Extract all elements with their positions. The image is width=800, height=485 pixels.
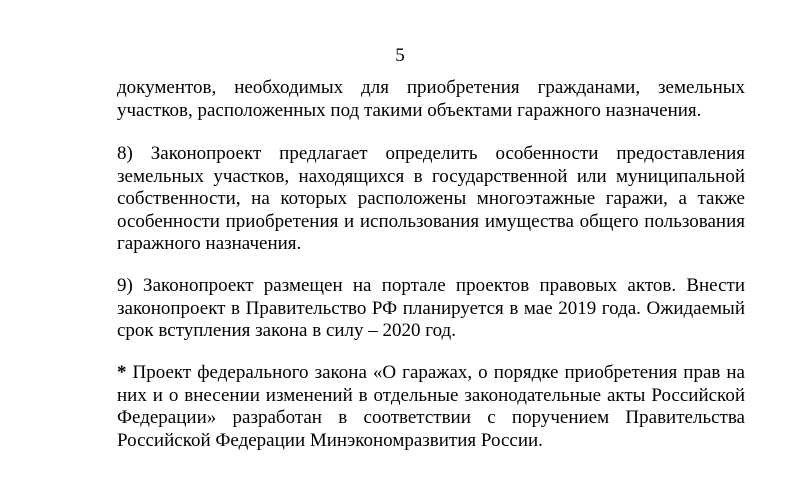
paragraph-item-8: 8) Законопроект предлагает определить особенности предоставления земельных участков, находящихся в государственной или муниципальной собственности, на которых расположены многоэтажные гаражи, а также особенности приобретения и использования имущества общего пользования гаражного назначения. — [117, 143, 745, 254]
footnote-text: Проект федерального закона «О гаражах, о порядке приобретения прав на них и о внесении изменений в отдельные законодательные акты Российской Федерации» разработан в соответствии с поручением Правительства Российской Федерации Минэкономразвития России. — [117, 362, 745, 451]
page-number: 5 — [395, 45, 405, 66]
paragraph-continuation: документов, необходимых для приобретения гражданами, земельных участков, расположенных под такими объектами гаражного назначения. — [117, 77, 745, 121]
footnote — [117, 362, 745, 452]
footnote-marker: * — [117, 362, 127, 383]
paragraph-item-9: 9) Законопроект размещен на портале проектов правовых актов. Внести законопроект в Правительство РФ планируется в мае 2019 года. Ожидаемый срок вступления закона в силу – 2020 год. — [117, 275, 745, 341]
